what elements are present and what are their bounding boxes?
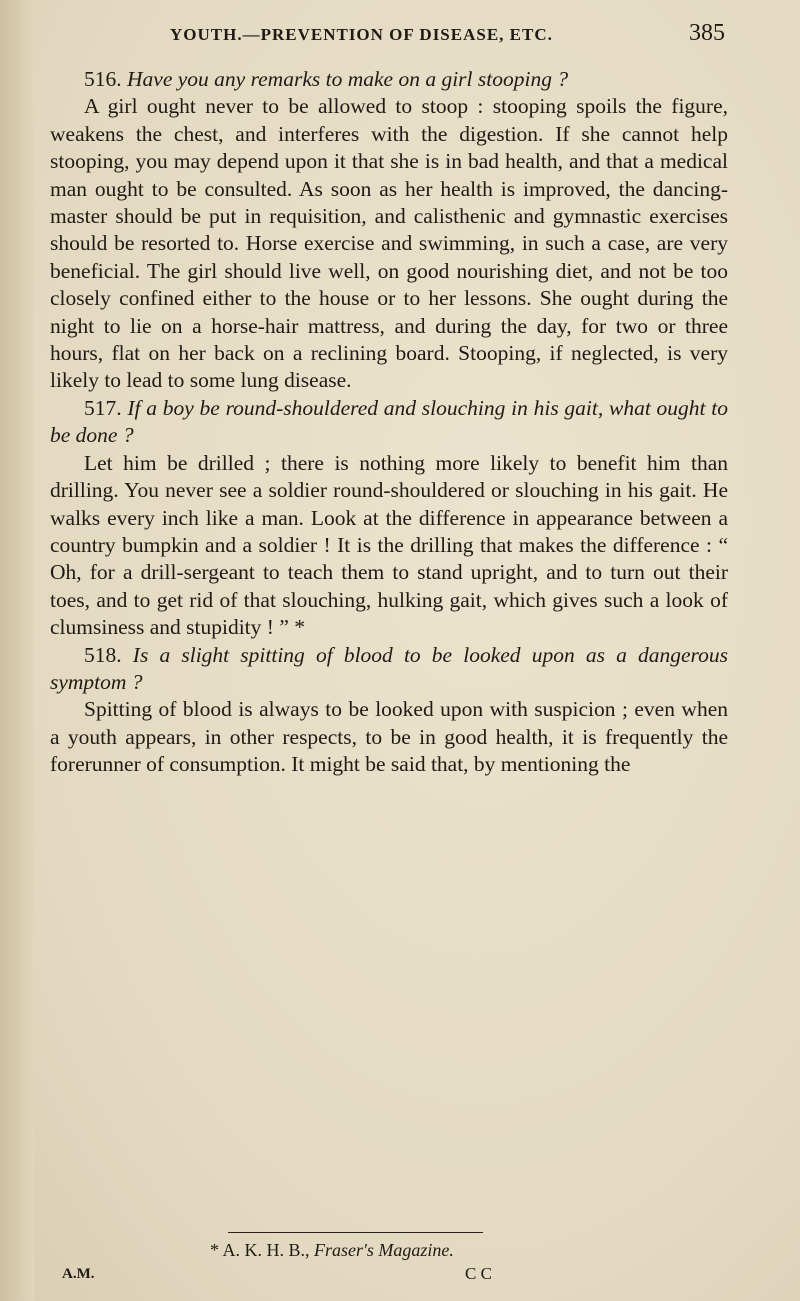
question-number: 518. [84, 642, 122, 667]
question-516 [50, 66, 728, 93]
answer-516: A girl ought never to be allowed to stoop : stooping spoils the figure, weakens the chest, and interferes with the digestion. If she cannot help stooping, you may depend upon it that she is in bad health, and that a medical man ought to be consulted. As soon as her health is improved, the dancing-master should be put in requisition, and calisthenic and gymnastic exercises should be resorted to. Horse exercise and swimming, in such a case, are very beneficial. The girl should live well, on good nourishing diet, and not be too closely confined either to the house or to her lessons. She ought during the night to lie on a horse-hair mattress, and during the day, for two or three hours, flat on her back on a reclining board. Stooping, if neglected, is very likely to lead to some lung disease. [50, 94, 728, 393]
question-number: 517. [84, 395, 122, 420]
page-body [50, 66, 728, 779]
footnote [210, 1240, 454, 1261]
footnote-marker: * A. K. H. B., [210, 1240, 315, 1260]
question-text: If a boy be round-shouldered and slouching in his gait, what ought to be done ? [50, 395, 728, 448]
question-number: 516. [84, 67, 122, 91]
question-518 [50, 642, 728, 697]
page-number: 385 [689, 20, 725, 46]
signature-mark-right: C C [465, 1264, 492, 1283]
running-head: YOUTH.—PREVENTION OF DISEASE, ETC. [170, 25, 553, 44]
question-text: Have you any remarks to make on a girl stooping ? [127, 67, 569, 91]
question-517 [50, 395, 728, 450]
answer-518: Spitting of blood is always to be looked upon with suspicion ; even when a youth appears, in other respects, to be in good health, it is frequently the forerunner of consumption. It might be said that, by mentioning the [50, 697, 728, 777]
answer-517: Let him be drilled ; there is nothing more likely to benefit him than drilling. You never see a soldier round-shouldered or slouching in his gait. He walks every inch like a man. Look at the difference in appearance between a country bumpkin and a soldier ! It is the drilling that makes the difference : “ Oh, for a drill-sergeant to teach them to stand upright, and to turn out their toes, and to get rid of that slouching, hulking gait, which gives such a look of clumsiness and stupidity ! ” * [50, 450, 728, 640]
page-gutter-shadow [0, 0, 34, 1301]
page-header [170, 20, 725, 47]
footnote-rule [228, 1232, 483, 1233]
footnote-source-title: Fraser's Magazine. [314, 1240, 454, 1260]
question-text: Is a slight spitting of blood to be looked upon as a dangerous symptom ? [50, 642, 728, 694]
signature-mark-left: A.M. [62, 1266, 95, 1282]
